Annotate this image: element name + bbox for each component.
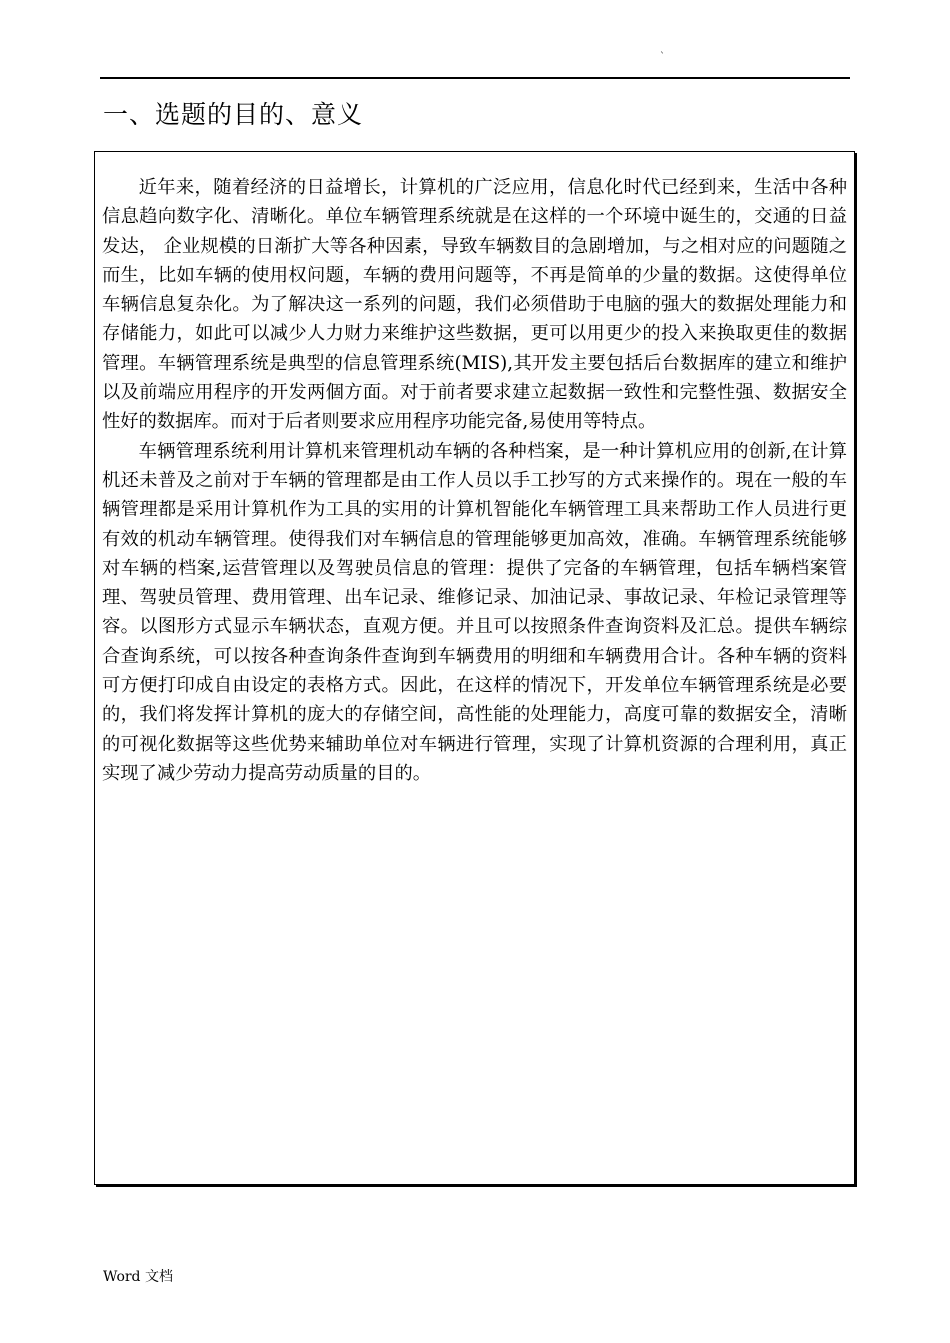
content-text [102, 173, 847, 788]
content-box [94, 151, 855, 1185]
header-mark: ` [660, 52, 665, 63]
footer-label: Word 文档 [103, 1269, 173, 1285]
paragraph-2: 车辆管理系统利用计算机来管理机动车辆的各种档案，是一种计算机应用的创新,在计算机还未普及之前对于车辆的管理都是由工作人员以手工抄写的方式来操作的。現在一般的车辆管理都是采用计算机作为工具的实用的计算机智能化车辆管理工具来帮助工作人员进行更有效的机动车辆管理。使得我们对车辆信息的管理能够更加高效，准确。车辆管理系统能够对车辆的档案,运营管理以及驾驶员信息的管理：提供了完备的车辆管理，包括车辆档案管理、驾驶员管理、费用管理、出车记录、维修记录、加油记录、事故记录、年检记录管理等容。以图形方式显示车辆状态，直观方便。并且可以按照条件查询资料及汇总。提供车辆综合查询系统，可以按各种查询条件查询到车辆费用的明细和车辆费用合计。各种车辆的资料可方便打印成自由设定的表格方式。因此，在这样的情况下，开发单位车辆管理系统是必要的，我们将发挥计算机的庞大的存储空间，高性能的处理能力，高度可靠的数据安全，清晰的可视化数据等这些优势来辅助单位对车辆进行管理，实现了计算机资源的合理利用，真正实现了减少劳动力提高劳动质量的目的。 [102, 440, 847, 784]
paragraph-1: 近年来，随着经济的日益增长，计算机的广泛应用，信息化时代已经到来，生活中各种信息趋向数字化、清晰化。单位车辆管理系统就是在这样的一个环境中诞生的，交通的日益发达， 企业规模的日渐扩大等各种因素，导致车辆数目的急剧增加，与之相对应的问题随之而生，比如车辆的使用权问题，车辆的费用问题等，不再是简单的少量的数据。这使得单位车辆信息复杂化。为了解决这一系列的问题，我们必须借助于电脑的强大的数据处理能力和存储能力，如此可以减少人力财力来维护这些数据，更可以用更少的投入来换取更佳的数据管理。车辆管理系统是典型的信息管理系统(MIS),其开发主要包括后台数据库的建立和维护以及前端应用程序的开发两個方面。对于前者要求建立起数据一致性和完整性强、数据安全性好的数据库。而对于后者则要求应用程序功能完备,易使用等特点。 [102, 177, 847, 433]
header-rule [100, 77, 850, 79]
section-title: 一、选题的目的、意义 [103, 100, 364, 129]
